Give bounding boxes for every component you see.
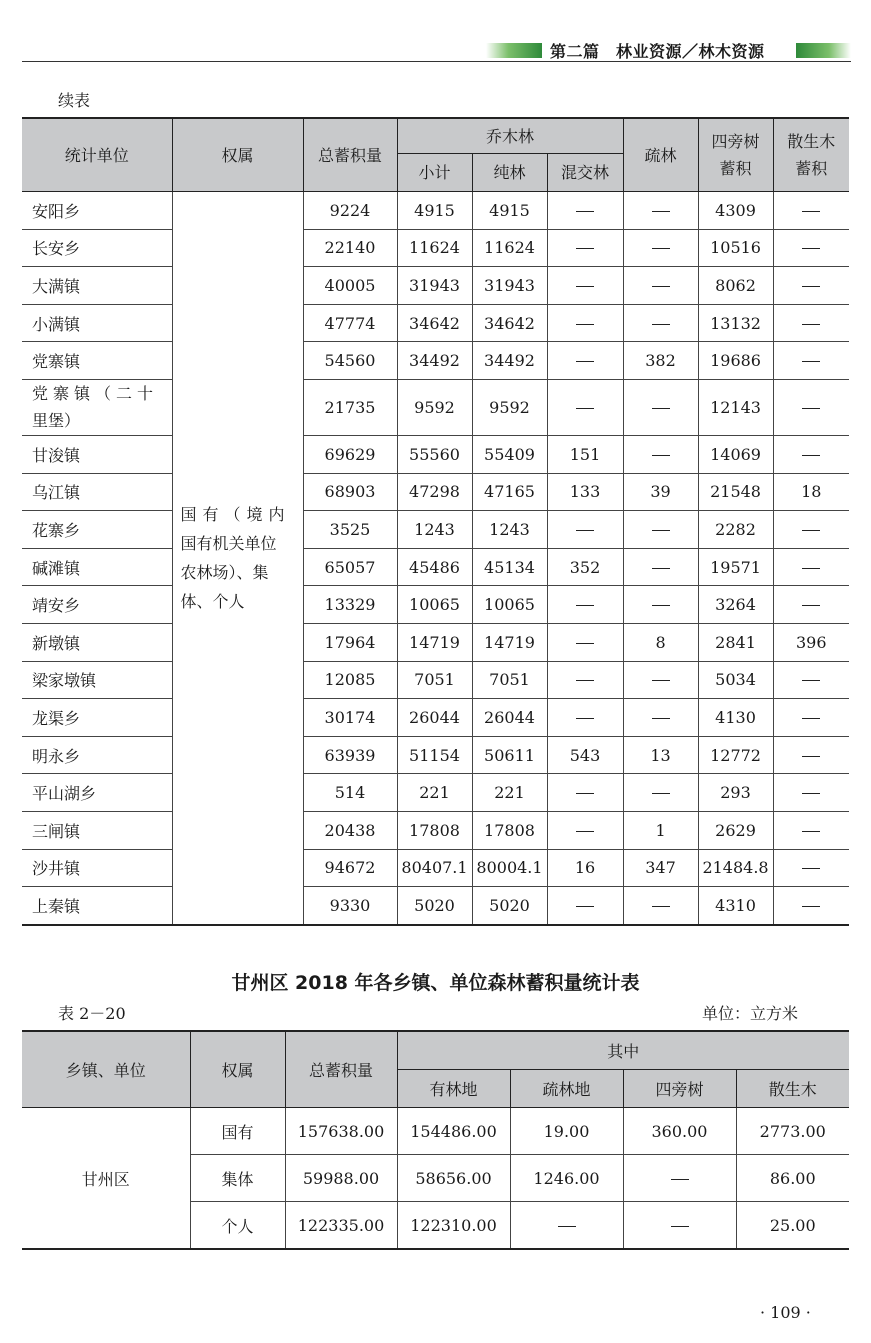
table-row — [22, 548, 849, 586]
cell-pure: 17808 — [472, 811, 547, 849]
cell-unit: 大满镇 — [22, 267, 172, 305]
dash-mark — [802, 211, 820, 212]
cell-ownership: 个人 — [190, 1202, 285, 1250]
table-row — [22, 342, 849, 380]
dash-mark — [576, 680, 594, 681]
ganzhou-forest-stock-table — [22, 1030, 849, 1250]
cell-unit: 沙井镇 — [22, 849, 172, 887]
dash-mark — [576, 211, 594, 212]
dash-mark — [652, 248, 670, 249]
ownership-line: 国有（境内 — [180, 504, 291, 524]
cell-sparse — [623, 511, 698, 549]
cell-mixed: 151 — [547, 435, 623, 473]
cell-sparse — [510, 1202, 623, 1250]
header-decor-bar-left — [486, 43, 542, 58]
cell-pure: 26044 — [472, 699, 547, 737]
table-row — [22, 229, 849, 267]
cell-subtotal: 31943 — [397, 267, 472, 305]
cell-side — [623, 1155, 736, 1202]
table-row — [22, 661, 849, 699]
cell-sparse — [623, 774, 698, 812]
col-arbor: 乔木林 — [397, 118, 623, 154]
cell-unit — [22, 379, 172, 435]
cell-sparse — [623, 267, 698, 305]
cell-scatter — [773, 699, 849, 737]
cell-unit: 安阳乡 — [22, 192, 172, 230]
cell-pure: 31943 — [472, 267, 547, 305]
dash-mark — [652, 455, 670, 456]
cell-sparse — [623, 435, 698, 473]
col-total: 总蓄积量 — [303, 118, 397, 192]
running-header: 第二篇 林业资源／林木资源 — [550, 42, 765, 61]
dash-mark — [652, 568, 670, 569]
dash-mark — [802, 718, 820, 719]
cell-unit: 靖安乡 — [22, 586, 172, 624]
dash-mark — [576, 361, 594, 362]
col-sparse: 疏林 — [623, 118, 698, 192]
cell-unit: 梁家墩镇 — [22, 661, 172, 699]
cell-side: 2629 — [698, 811, 773, 849]
cell-scatter — [773, 811, 849, 849]
cell-side — [623, 1202, 736, 1250]
cell-pure: 5020 — [472, 887, 547, 925]
t2-col-forest: 有林地 — [397, 1070, 510, 1108]
dash-mark — [576, 408, 594, 409]
cell-total: 30174 — [303, 699, 397, 737]
cell-unit: 明永乡 — [22, 736, 172, 774]
table-row — [22, 736, 849, 774]
cell-pure: 80004.1 — [472, 849, 547, 887]
cell-side: 5034 — [698, 661, 773, 699]
dash-mark — [576, 643, 594, 644]
col-mixed: 混交林 — [547, 154, 623, 192]
dash-mark — [576, 605, 594, 606]
dash-mark — [802, 455, 820, 456]
cell-pure: 50611 — [472, 736, 547, 774]
cell-scatter — [773, 661, 849, 699]
cell-scatter — [773, 548, 849, 586]
cell-side: 8062 — [698, 267, 773, 305]
dash-mark — [802, 286, 820, 287]
cell-subtotal: 4915 — [397, 192, 472, 230]
cell-total: 20438 — [303, 811, 397, 849]
cell-sparse — [623, 887, 698, 925]
cell-sparse — [623, 304, 698, 342]
cell-scatter — [773, 267, 849, 305]
cell-scatter — [773, 379, 849, 435]
cell-scatter: 396 — [773, 623, 849, 661]
cell-sparse: 1246.00 — [510, 1155, 623, 1202]
header-rule — [22, 61, 851, 62]
t2-col-scatter: 散生木 — [736, 1070, 849, 1108]
dash-mark — [652, 605, 670, 606]
ownership-line: 农林场）、集 — [180, 562, 269, 582]
cell-subtotal: 34642 — [397, 304, 472, 342]
unit-name-multiline — [32, 380, 158, 434]
cell-sparse — [623, 661, 698, 699]
ownership-line: 体、个人 — [180, 591, 245, 611]
col-subtotal: 小计 — [397, 154, 472, 192]
cell-unit: 小满镇 — [22, 304, 172, 342]
cell-mixed — [547, 887, 623, 925]
table-row — [22, 699, 849, 737]
cell-scatter — [773, 435, 849, 473]
forest-stock-table-continued — [22, 117, 849, 926]
cell-total: 9224 — [303, 192, 397, 230]
cell-scatter: 18 — [773, 473, 849, 511]
dash-mark — [652, 324, 670, 325]
cell-pure: 4915 — [472, 192, 547, 230]
table-row — [22, 849, 849, 887]
cell-ownership — [172, 192, 303, 925]
cell-subtotal: 26044 — [397, 699, 472, 737]
cell-side: 4310 — [698, 887, 773, 925]
page-number: · 109 · — [760, 1303, 811, 1322]
cell-mixed — [547, 623, 623, 661]
table-row — [22, 304, 849, 342]
cell-ownership: 国有 — [190, 1108, 285, 1155]
cell-pure: 1243 — [472, 511, 547, 549]
cell-scatter — [773, 586, 849, 624]
cell-unit: 乌江镇 — [22, 473, 172, 511]
cell-side: 21548 — [698, 473, 773, 511]
cell-forest: 154486.00 — [397, 1108, 510, 1155]
cell-subtotal: 34492 — [397, 342, 472, 380]
table2-unit: 单位：立方米 — [702, 1004, 799, 1023]
cell-total: 65057 — [303, 548, 397, 586]
cell-pure: 14719 — [472, 623, 547, 661]
cell-side: 21484.8 — [698, 849, 773, 887]
cell-total: 69629 — [303, 435, 397, 473]
cell-sparse — [623, 586, 698, 624]
cell-mixed — [547, 229, 623, 267]
table-row — [22, 774, 849, 812]
cell-side: 19571 — [698, 548, 773, 586]
dash-mark — [576, 324, 594, 325]
cell-sparse: 347 — [623, 849, 698, 887]
dash-mark — [671, 1226, 689, 1227]
table-row — [22, 511, 849, 549]
dash-mark — [802, 568, 820, 569]
dash-mark — [802, 831, 820, 832]
cell-subtotal: 5020 — [397, 887, 472, 925]
cell-sparse: 382 — [623, 342, 698, 380]
dash-mark — [576, 286, 594, 287]
cell-mixed — [547, 774, 623, 812]
dash-mark — [652, 680, 670, 681]
cell-sparse: 19.00 — [510, 1108, 623, 1155]
cell-unit: 花寨乡 — [22, 511, 172, 549]
cell-forest: 122310.00 — [397, 1202, 510, 1250]
ownership-line: 国有机关单位 — [180, 533, 277, 553]
dash-mark — [802, 408, 820, 409]
dash-mark — [802, 605, 820, 606]
cell-mixed: 352 — [547, 548, 623, 586]
cell-side: 14069 — [698, 435, 773, 473]
cell-mixed — [547, 811, 623, 849]
cell-scatter — [773, 849, 849, 887]
cell-region: 甘州区 — [22, 1108, 190, 1250]
cell-subtotal: 10065 — [397, 586, 472, 624]
cell-scatter — [773, 342, 849, 380]
cell-subtotal: 9592 — [397, 379, 472, 435]
cell-unit: 上秦镇 — [22, 887, 172, 925]
cell-total: 17964 — [303, 623, 397, 661]
cell-total: 9330 — [303, 887, 397, 925]
cell-total: 122335.00 — [285, 1202, 397, 1250]
dash-mark — [802, 324, 820, 325]
cell-total: 22140 — [303, 229, 397, 267]
cell-scatter — [773, 736, 849, 774]
table-row — [22, 811, 849, 849]
cell-side: 4130 — [698, 699, 773, 737]
dash-mark — [802, 530, 820, 531]
cell-mixed — [547, 511, 623, 549]
dash-mark — [576, 718, 594, 719]
cell-subtotal: 11624 — [397, 229, 472, 267]
dash-mark — [802, 248, 820, 249]
cell-total: 59988.00 — [285, 1155, 397, 1202]
cell-scatter: 86.00 — [736, 1155, 849, 1202]
cell-side: 13132 — [698, 304, 773, 342]
t2-col-sparse: 疏林地 — [510, 1070, 623, 1108]
table2-title: 甘州区 2018 年各乡镇、单位森林蓄积量统计表 — [231, 972, 640, 994]
dash-mark — [576, 248, 594, 249]
cell-pure: 45134 — [472, 548, 547, 586]
cell-sparse: 13 — [623, 736, 698, 774]
cell-subtotal: 14719 — [397, 623, 472, 661]
dash-mark — [802, 868, 820, 869]
cell-forest: 58656.00 — [397, 1155, 510, 1202]
dash-mark — [671, 1179, 689, 1180]
dash-mark — [576, 530, 594, 531]
cell-total: 21735 — [303, 379, 397, 435]
dash-mark — [802, 906, 820, 907]
dash-mark — [652, 906, 670, 907]
cell-mixed — [547, 192, 623, 230]
cell-total: 13329 — [303, 586, 397, 624]
cell-total: 63939 — [303, 736, 397, 774]
cell-subtotal: 221 — [397, 774, 472, 812]
dash-mark — [652, 211, 670, 212]
col-side-trees: 四旁树 蓄积 — [698, 118, 773, 192]
table-row — [22, 1108, 849, 1155]
cell-subtotal: 55560 — [397, 435, 472, 473]
cell-mixed: 543 — [547, 736, 623, 774]
dash-mark — [802, 756, 820, 757]
unit-line-1: 党寨镇（二十 — [32, 384, 159, 404]
dash-mark — [802, 793, 820, 794]
cell-total: 47774 — [303, 304, 397, 342]
table-row — [22, 192, 849, 230]
cell-ownership: 集体 — [190, 1155, 285, 1202]
cell-unit: 甘浚镇 — [22, 435, 172, 473]
unit-line-2: 里堡） — [32, 411, 81, 431]
cell-scatter: 25.00 — [736, 1202, 849, 1250]
cell-total: 514 — [303, 774, 397, 812]
cell-side: 360.00 — [623, 1108, 736, 1155]
col-pure: 纯林 — [472, 154, 547, 192]
table-row — [22, 435, 849, 473]
table-row — [22, 887, 849, 925]
dash-mark — [576, 793, 594, 794]
table2-number: 表 2－20 — [58, 1004, 126, 1023]
cell-unit: 龙渠乡 — [22, 699, 172, 737]
continued-label: 续表 — [58, 91, 91, 110]
cell-mixed — [547, 379, 623, 435]
dash-mark — [576, 906, 594, 907]
cell-mixed — [547, 661, 623, 699]
cell-total: 54560 — [303, 342, 397, 380]
cell-side: 2841 — [698, 623, 773, 661]
cell-unit: 新墩镇 — [22, 623, 172, 661]
cell-side: 19686 — [698, 342, 773, 380]
cell-sparse: 8 — [623, 623, 698, 661]
dash-mark — [802, 361, 820, 362]
cell-sparse: 39 — [623, 473, 698, 511]
cell-side: 10516 — [698, 229, 773, 267]
dash-mark — [652, 718, 670, 719]
cell-unit: 碱滩镇 — [22, 548, 172, 586]
dash-mark — [652, 286, 670, 287]
cell-subtotal: 51154 — [397, 736, 472, 774]
dash-mark — [652, 408, 670, 409]
t2-col-unit: 乡镇、单位 — [22, 1031, 190, 1108]
cell-pure: 34492 — [472, 342, 547, 380]
cell-side: 2282 — [698, 511, 773, 549]
dash-mark — [652, 530, 670, 531]
cell-sparse — [623, 379, 698, 435]
table-row — [22, 586, 849, 624]
cell-mixed — [547, 586, 623, 624]
cell-mixed: 16 — [547, 849, 623, 887]
table-row — [22, 267, 849, 305]
cell-unit: 长安乡 — [22, 229, 172, 267]
table-row — [22, 379, 849, 435]
cell-pure: 221 — [472, 774, 547, 812]
cell-unit: 平山湖乡 — [22, 774, 172, 812]
cell-side: 12143 — [698, 379, 773, 435]
cell-scatter — [773, 887, 849, 925]
cell-subtotal: 17808 — [397, 811, 472, 849]
cell-mixed — [547, 342, 623, 380]
cell-mixed — [547, 699, 623, 737]
cell-mixed: 133 — [547, 473, 623, 511]
cell-side: 12772 — [698, 736, 773, 774]
cell-pure: 11624 — [472, 229, 547, 267]
cell-total: 68903 — [303, 473, 397, 511]
header-decor-bar-right — [796, 43, 851, 58]
cell-subtotal: 1243 — [397, 511, 472, 549]
dash-mark — [558, 1226, 576, 1227]
table-row — [22, 623, 849, 661]
t2-col-total: 总蓄积量 — [285, 1031, 397, 1108]
t2-col-ownership: 权属 — [190, 1031, 285, 1108]
cell-unit: 三闸镇 — [22, 811, 172, 849]
dash-mark — [652, 793, 670, 794]
cell-subtotal: 47298 — [397, 473, 472, 511]
cell-total: 12085 — [303, 661, 397, 699]
t2-col-side: 四旁树 — [623, 1070, 736, 1108]
cell-unit: 党寨镇 — [22, 342, 172, 380]
cell-mixed — [547, 267, 623, 305]
cell-scatter — [773, 774, 849, 812]
cell-subtotal: 80407.1 — [397, 849, 472, 887]
cell-subtotal: 7051 — [397, 661, 472, 699]
t2-col-among: 其中 — [397, 1031, 849, 1070]
cell-side: 3264 — [698, 586, 773, 624]
cell-mixed — [547, 304, 623, 342]
cell-total: 3525 — [303, 511, 397, 549]
cell-sparse — [623, 699, 698, 737]
cell-total: 94672 — [303, 849, 397, 887]
cell-total: 157638.00 — [285, 1108, 397, 1155]
col-scatter: 散生木 蓄积 — [773, 118, 849, 192]
dash-mark — [576, 831, 594, 832]
table-row — [22, 473, 849, 511]
cell-sparse — [623, 548, 698, 586]
cell-side: 4309 — [698, 192, 773, 230]
cell-pure: 7051 — [472, 661, 547, 699]
cell-sparse: 1 — [623, 811, 698, 849]
cell-scatter — [773, 229, 849, 267]
cell-pure: 10065 — [472, 586, 547, 624]
col-ownership: 权属 — [172, 118, 303, 192]
cell-sparse — [623, 192, 698, 230]
cell-side: 293 — [698, 774, 773, 812]
cell-subtotal: 45486 — [397, 548, 472, 586]
cell-scatter — [773, 192, 849, 230]
cell-pure: 9592 — [472, 379, 547, 435]
cell-pure: 34642 — [472, 304, 547, 342]
cell-scatter — [773, 304, 849, 342]
cell-pure: 47165 — [472, 473, 547, 511]
cell-scatter: 2773.00 — [736, 1108, 849, 1155]
cell-pure: 55409 — [472, 435, 547, 473]
cell-total: 40005 — [303, 267, 397, 305]
dash-mark — [802, 680, 820, 681]
cell-sparse — [623, 229, 698, 267]
col-unit: 统计单位 — [22, 118, 172, 192]
cell-scatter — [773, 511, 849, 549]
